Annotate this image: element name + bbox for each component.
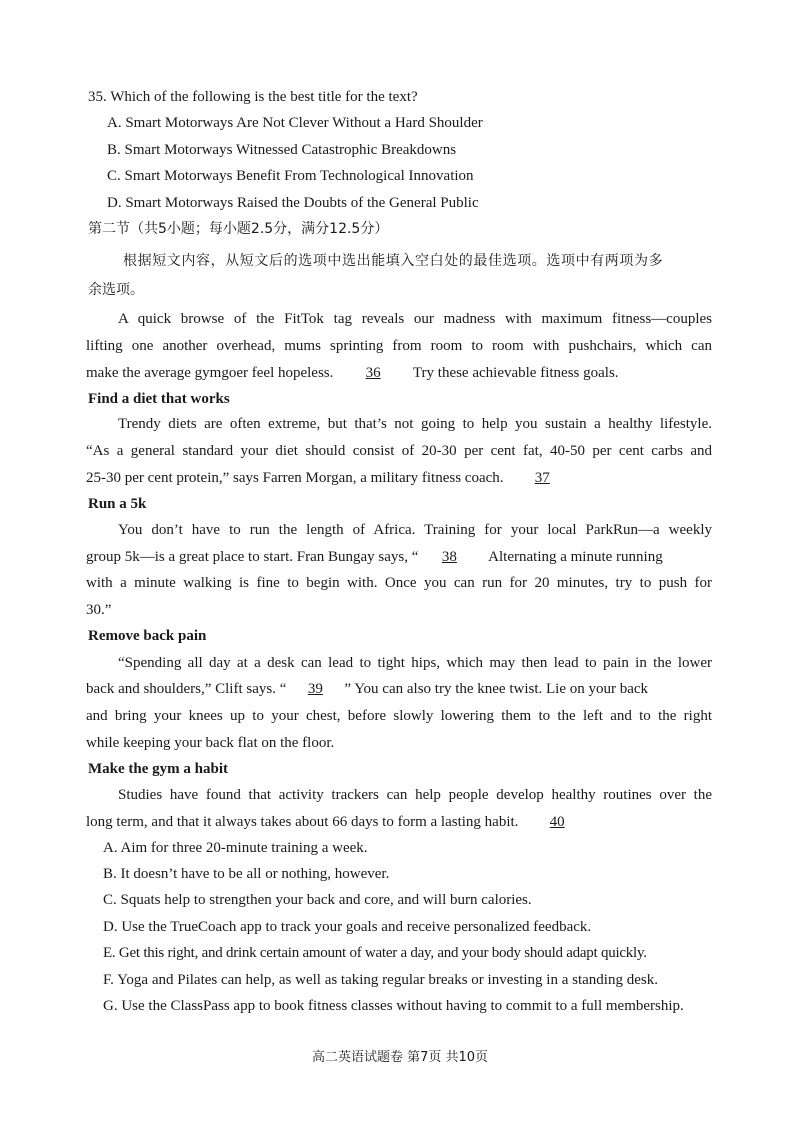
diet-line-2: “As a general standard your diet should consist of 20-30 per cent fat, 40-50 per cent carbs and — [86, 443, 712, 459]
back-line-2 — [86, 679, 648, 699]
run-line-3: with a minute walking is fine to begin with. Once you can run for 20 minutes, try to push for — [86, 575, 712, 591]
blank-38: 38 — [441, 549, 457, 565]
back-line-1: “Spending all day at a desk can lead to tight hips, which may then lead to pain in the lower — [118, 655, 712, 671]
blank-36: 36 — [365, 365, 381, 381]
choice-e: E. Get this right, and drink certain amount of water a day, and your body should adapt quickly. — [103, 945, 647, 961]
intro-line-3-end: Try these achievable fitness goals. — [412, 365, 619, 381]
choice-d: D. Use the TrueCoach app to track your goals and receive personalized feedback. — [103, 919, 592, 935]
run-line-4: 30.” — [86, 602, 112, 618]
diet-line-3-text: 25-30 per cent protein,” says Farren Morgan, a military fitness coach. — [86, 470, 504, 486]
blank-39: 39 — [307, 681, 323, 697]
instruction-line-2: 余选项。 — [88, 282, 144, 298]
choice-a: A. Aim for three 20-minute training a week. — [103, 840, 368, 856]
diet-line-1: Trendy diets are often extreme, but that’s not going to help you sustain a healthy lifestyle. — [118, 416, 712, 432]
q35-option-d: D. Smart Motorways Raised the Doubts of the General Public — [107, 195, 479, 211]
gym-line-2-text: long term, and that it always takes about 66 days to form a lasting habit. — [86, 814, 519, 830]
choice-c: C. Squats help to strengthen your back and core, and will burn calories. — [103, 892, 532, 908]
section-header: 第二节（共5小题；每小题2.5分，满分12.5分） — [88, 221, 389, 237]
question-35: 35. Which of the following is the best title for the text? — [88, 89, 418, 105]
q35-option-a: A. Smart Motorways Are Not Clever Without a Hard Shoulder — [107, 115, 483, 131]
q35-option-b: B. Smart Motorways Witnessed Catastrophic Breakdowns — [107, 142, 457, 158]
diet-line-3 — [86, 468, 573, 488]
heading-gym: Make the gym a habit — [88, 761, 228, 777]
back-line-4: while keeping your back flat on the floor. — [86, 735, 335, 751]
intro-line-2: lifting one another overhead, mums sprinting from room to room with pushchairs, which can — [86, 338, 712, 354]
back-line-3: and bring your knees up to your chest, before slowly lowering them to the left and to the right — [86, 708, 712, 724]
q35-option-c: C. Smart Motorways Benefit From Technological Innovation — [107, 168, 474, 184]
choice-g: G. Use the ClassPass app to book fitness classes without having to commit to a full membership. — [103, 998, 684, 1014]
intro-line-1: A quick browse of the FitTok tag reveals our madness with maximum fitness—couples — [118, 311, 712, 327]
choice-f: F. Yoga and Pilates can help, as well as taking regular breaks or investing in a standing desk. — [103, 972, 658, 988]
run-line-2-end: Alternating a minute running — [488, 549, 663, 565]
blank-40: 40 — [549, 814, 565, 830]
gym-line-2 — [86, 812, 588, 832]
run-line-2-text: group 5k—is a great place to start. Fran Bungay says, “ — [86, 549, 419, 565]
intro-line-3-text: make the average gymgoer feel hopeless. — [86, 365, 334, 381]
instruction-line-1: 根据短文内容，从短文后的选项中选出能填入空白处的最佳选项。选项中有两项为多 — [123, 253, 664, 269]
heading-back: Remove back pain — [88, 628, 207, 644]
choice-b: B. It doesn’t have to be all or nothing, however. — [103, 866, 390, 882]
page-footer: 高二英语试题卷 第7页 共10页 — [311, 1050, 489, 1065]
heading-diet: Find a diet that works — [88, 391, 230, 407]
intro-line-3 — [86, 363, 619, 383]
run-line-1: You don’t have to run the length of Africa. Training for your local ParkRun—a weekly — [118, 522, 712, 538]
heading-run: Run a 5k — [88, 496, 147, 512]
gym-line-1: Studies have found that activity trackers can help people develop healthy routines over the — [118, 787, 712, 803]
run-line-2 — [86, 547, 663, 567]
back-line-2-end: ” You can also try the knee twist. Lie on your back — [344, 681, 649, 697]
back-line-2-text: back and shoulders,” Clift says. “ — [86, 681, 287, 697]
blank-37: 37 — [534, 470, 550, 486]
